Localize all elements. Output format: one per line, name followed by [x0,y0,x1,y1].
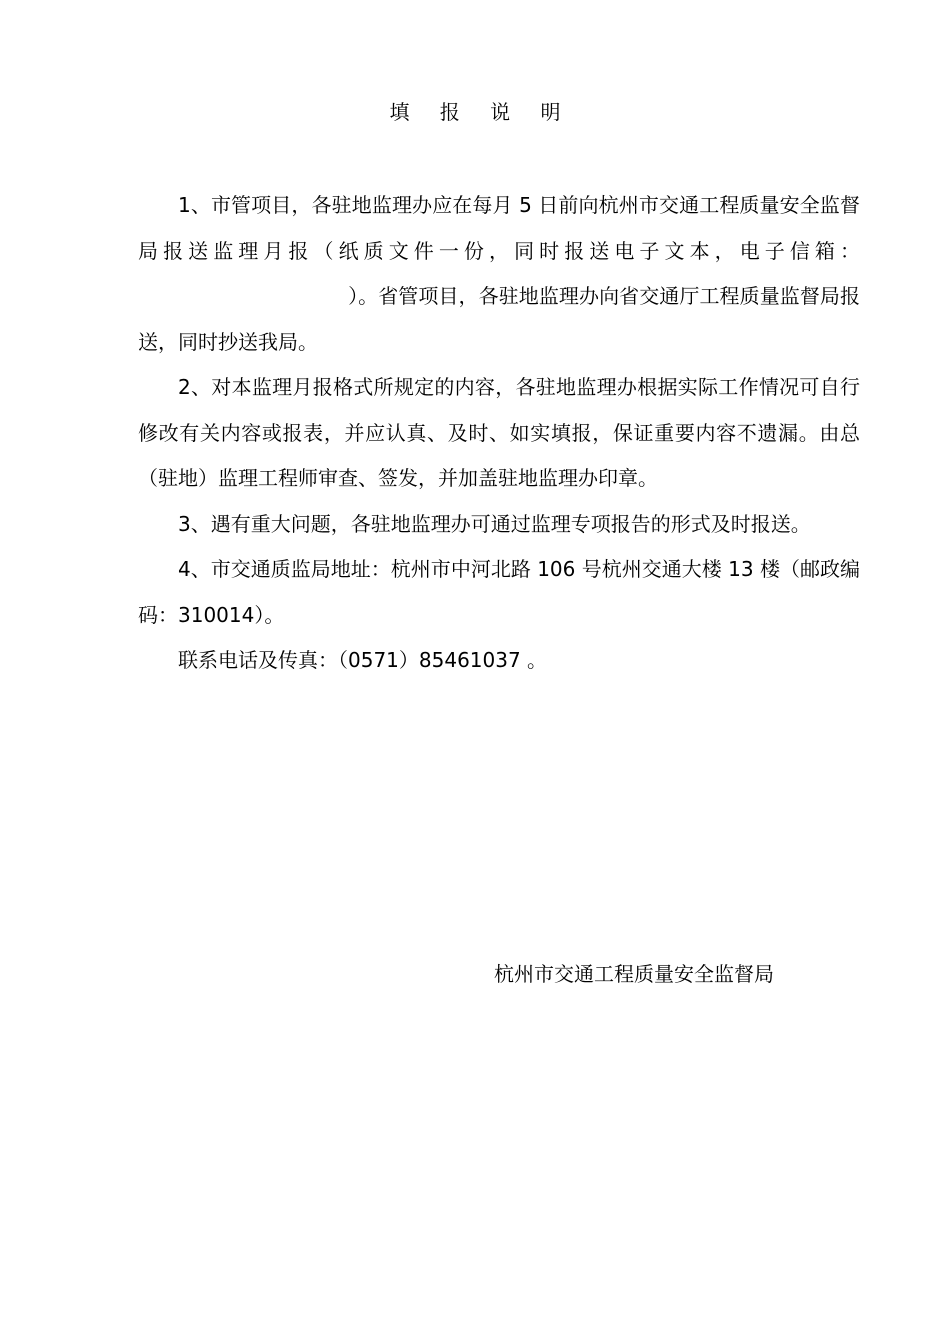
instruction-item-3: 3、遇有重大问题，各驻地监理办可通过监理专项报告的形式及时报送。 [178,511,811,536]
instruction-item-1 [138,183,860,365]
instruction-item-1-text-b: ）。省管项目，各驻地监理办向省交通厅工程质量监督局报送，同时抄送我局。 [138,284,860,354]
contact-phone-fax: 联系电话及传真：（0571）85461037 。 [178,648,548,672]
issuer-signature: 杭州市交通工程质量安全监督局 [494,962,774,986]
email-blank [138,302,348,303]
instruction-item-4: 4、市交通质监局地址：杭州市中河北路 106 号杭州交通大楼 13 楼（邮政编码：310014）。 [138,557,860,627]
instructions-body [138,183,860,684]
instruction-item-2: 2、对本监理月报格式所规定的内容，各驻地监理办根据实际工作情况可自行修改有关内容或报表，并应认真、及时、如实填报，保证重要内容不遗漏。由总（驻地）监理工程师审查、签发，并加盖驻地监理办印章。 [138,375,860,490]
document-title: 填 报 说 明 [389,100,573,124]
instruction-item-1-text-a: 1、市管项目，各驻地监理办应在每月 5 日前向杭州市交通工程质量安全监督局报送监理月报（纸质文件一份，同时报送电子文本，电子信箱： [138,193,860,263]
